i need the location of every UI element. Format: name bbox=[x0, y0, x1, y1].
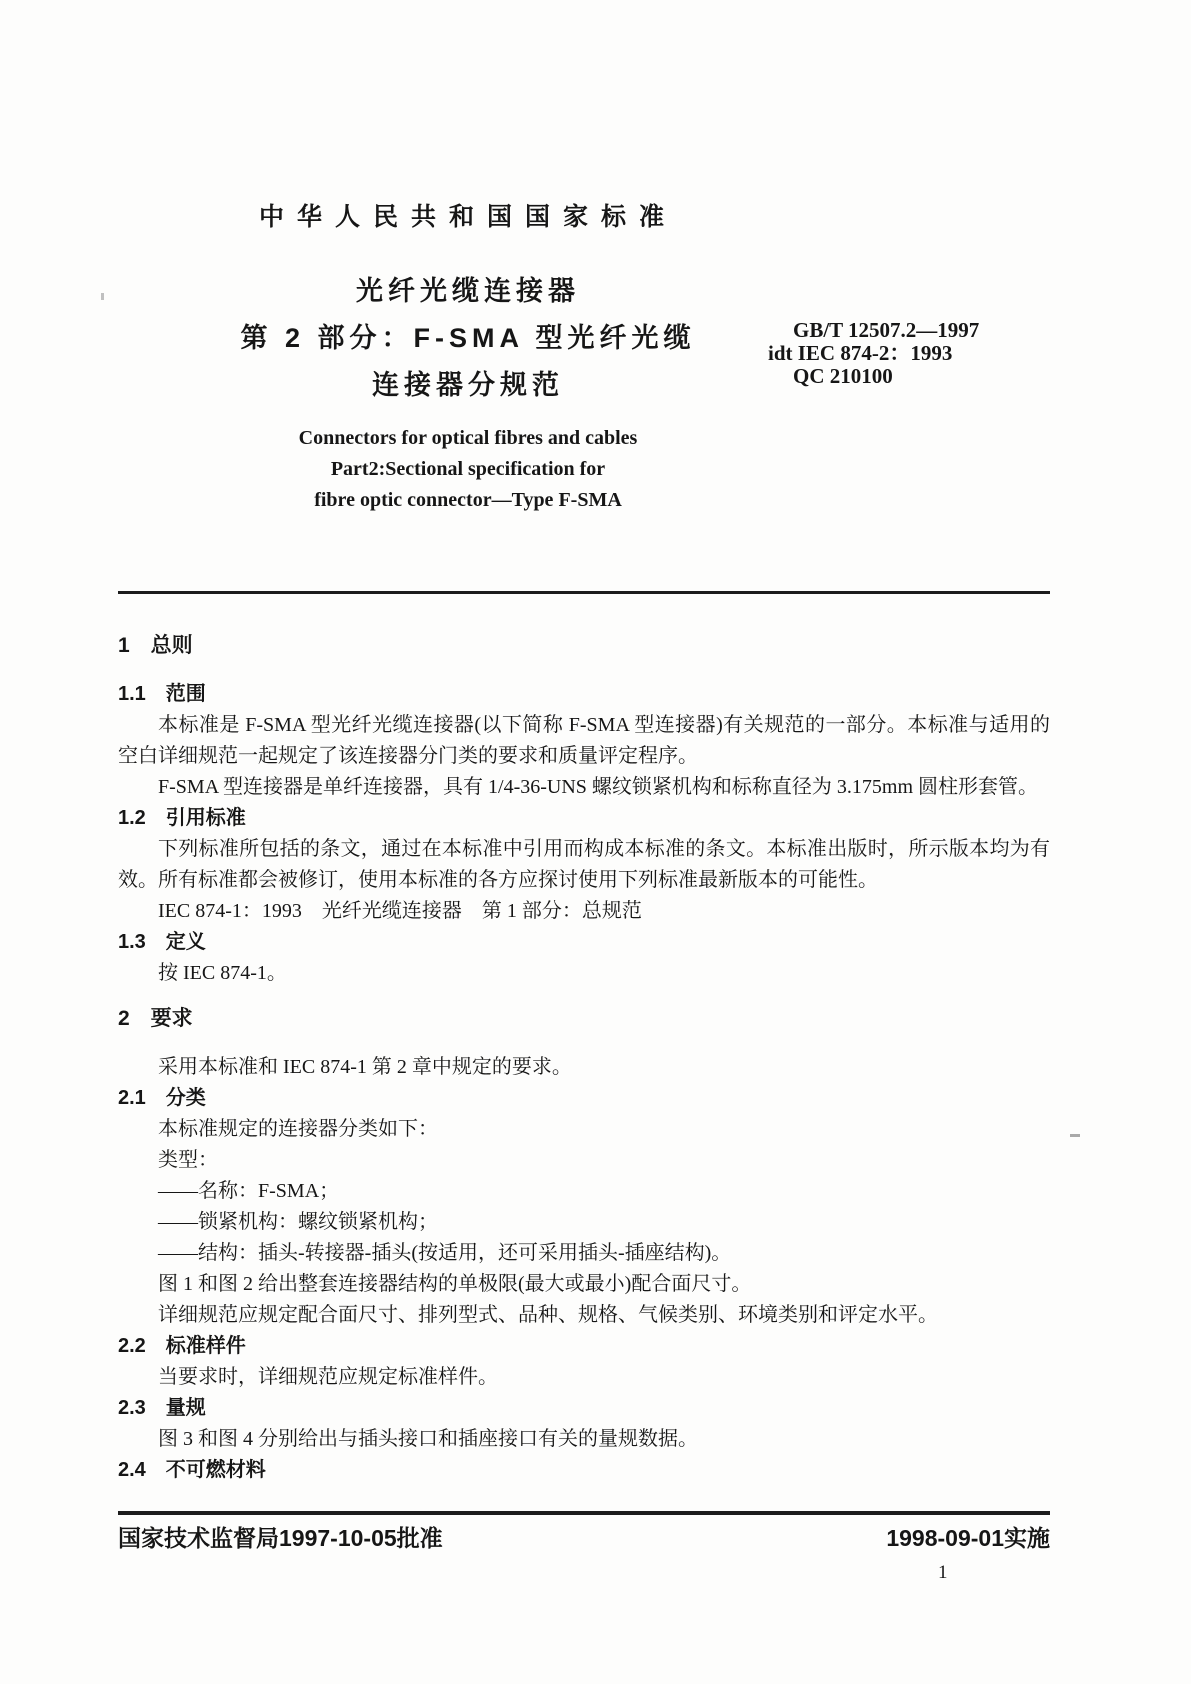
clause-heading: 2.3 量规 bbox=[118, 1397, 206, 1419]
clause-heading: 1.1 范围 bbox=[118, 683, 206, 705]
list-item: ——名称：F-SMA； bbox=[158, 1180, 340, 1202]
chapter-heading: 2 要求 bbox=[118, 1007, 193, 1030]
paragraph: 本标准是 F-SMA 型光纤光缆连接器(以下简称 F-SMA 型连接器)有关规范的一部分。本标准与适用的空白详细规范一起规定了该连接器分门类的要求和质量评定程序。 bbox=[118, 714, 1050, 767]
clause-heading: 2.1 分类 bbox=[118, 1087, 206, 1109]
header-rule bbox=[118, 591, 1050, 594]
english-title-line-3: fibre optic connector—Type F-SMA bbox=[314, 489, 622, 511]
paragraph: 类型： bbox=[158, 1149, 218, 1171]
standard-title-line-2: 第 2 部分：F-SMA 型光纤光缆 bbox=[240, 323, 696, 353]
approval-text: 国家技术监督局1997-10-05批准 bbox=[118, 1525, 443, 1551]
standard-title-line-3: 连接器分规范 bbox=[372, 370, 564, 400]
page-number: 1 bbox=[938, 1562, 948, 1583]
standard-title-line-1: 光纤光缆连接器 bbox=[356, 276, 580, 306]
scan-artifact bbox=[1070, 1134, 1080, 1137]
scan-artifact bbox=[101, 293, 104, 300]
english-title-line-1: Connectors for optical fibres and cables bbox=[298, 427, 638, 449]
footer-rule bbox=[118, 1511, 1050, 1515]
document-body bbox=[118, 616, 1050, 1486]
document-footer bbox=[118, 1520, 1050, 1553]
standard-kicker: 中华人民共和国国家标准 bbox=[258, 203, 677, 231]
english-title bbox=[118, 423, 818, 516]
paragraph: 图 3 和图 4 分别给出与插头接口和插座接口有关的量规数据。 bbox=[158, 1428, 698, 1450]
implementation-text: 1998-09-01实施 bbox=[886, 1525, 1050, 1551]
idt-iec-number: idt IEC 874-2：1993 bbox=[768, 341, 953, 365]
standard-title bbox=[118, 268, 818, 409]
paragraph: 本标准规定的连接器分类如下： bbox=[158, 1118, 438, 1140]
chapter-heading: 1 总则 bbox=[118, 634, 193, 657]
reference-line: IEC 874-1：1993 光纤光缆连接器 第 1 部分：总规范 bbox=[158, 900, 642, 922]
paragraph: 详细规范应规定配合面尺寸、排列型式、品种、规格、气候类别、环境类别和评定水平。 bbox=[158, 1304, 938, 1326]
list-item: ——锁紧机构：螺纹锁紧机构； bbox=[158, 1211, 438, 1233]
paragraph: F-SMA 型连接器是单纤连接器，具有 1/4-36-UNS 螺纹锁紧机构和标称直径为 3.175mm 圆柱形套管。 bbox=[158, 776, 1039, 798]
paragraph: 当要求时，详细规范应规定标准样件。 bbox=[158, 1366, 498, 1388]
paragraph: 采用本标准和 IEC 874-1 第 2 章中规定的要求。 bbox=[158, 1056, 572, 1078]
paragraph: 按 IEC 874-1。 bbox=[158, 962, 287, 984]
english-title-line-2: Part2:Sectional specification for bbox=[330, 458, 606, 480]
clause-heading: 2.2 标准样件 bbox=[118, 1335, 246, 1357]
list-item: ——结构：插头-转接器-插头(按适用，还可采用插头-插座结构)。 bbox=[158, 1242, 732, 1264]
gb-standard-number: GB/T 12507.2—1997 bbox=[793, 318, 980, 342]
qc-number: QC 210100 bbox=[793, 364, 893, 388]
clause-heading: 1.3 定义 bbox=[118, 931, 206, 953]
paragraph: 图 1 和图 2 给出整套连接器结构的单极限(最大或最小)配合面尺寸。 bbox=[158, 1273, 752, 1295]
clause-heading: 1.2 引用标准 bbox=[118, 807, 246, 829]
clause-heading: 2.4 不可燃材料 bbox=[118, 1459, 266, 1481]
standard-designations bbox=[768, 319, 979, 388]
paragraph: 下列标准所包括的条文，通过在本标准中引用而构成本标准的条文。本标准出版时，所示版本均为有效。所有标准都会被修订，使用本标准的各方应探讨使用下列标准最新版本的可能性。 bbox=[118, 838, 1050, 891]
